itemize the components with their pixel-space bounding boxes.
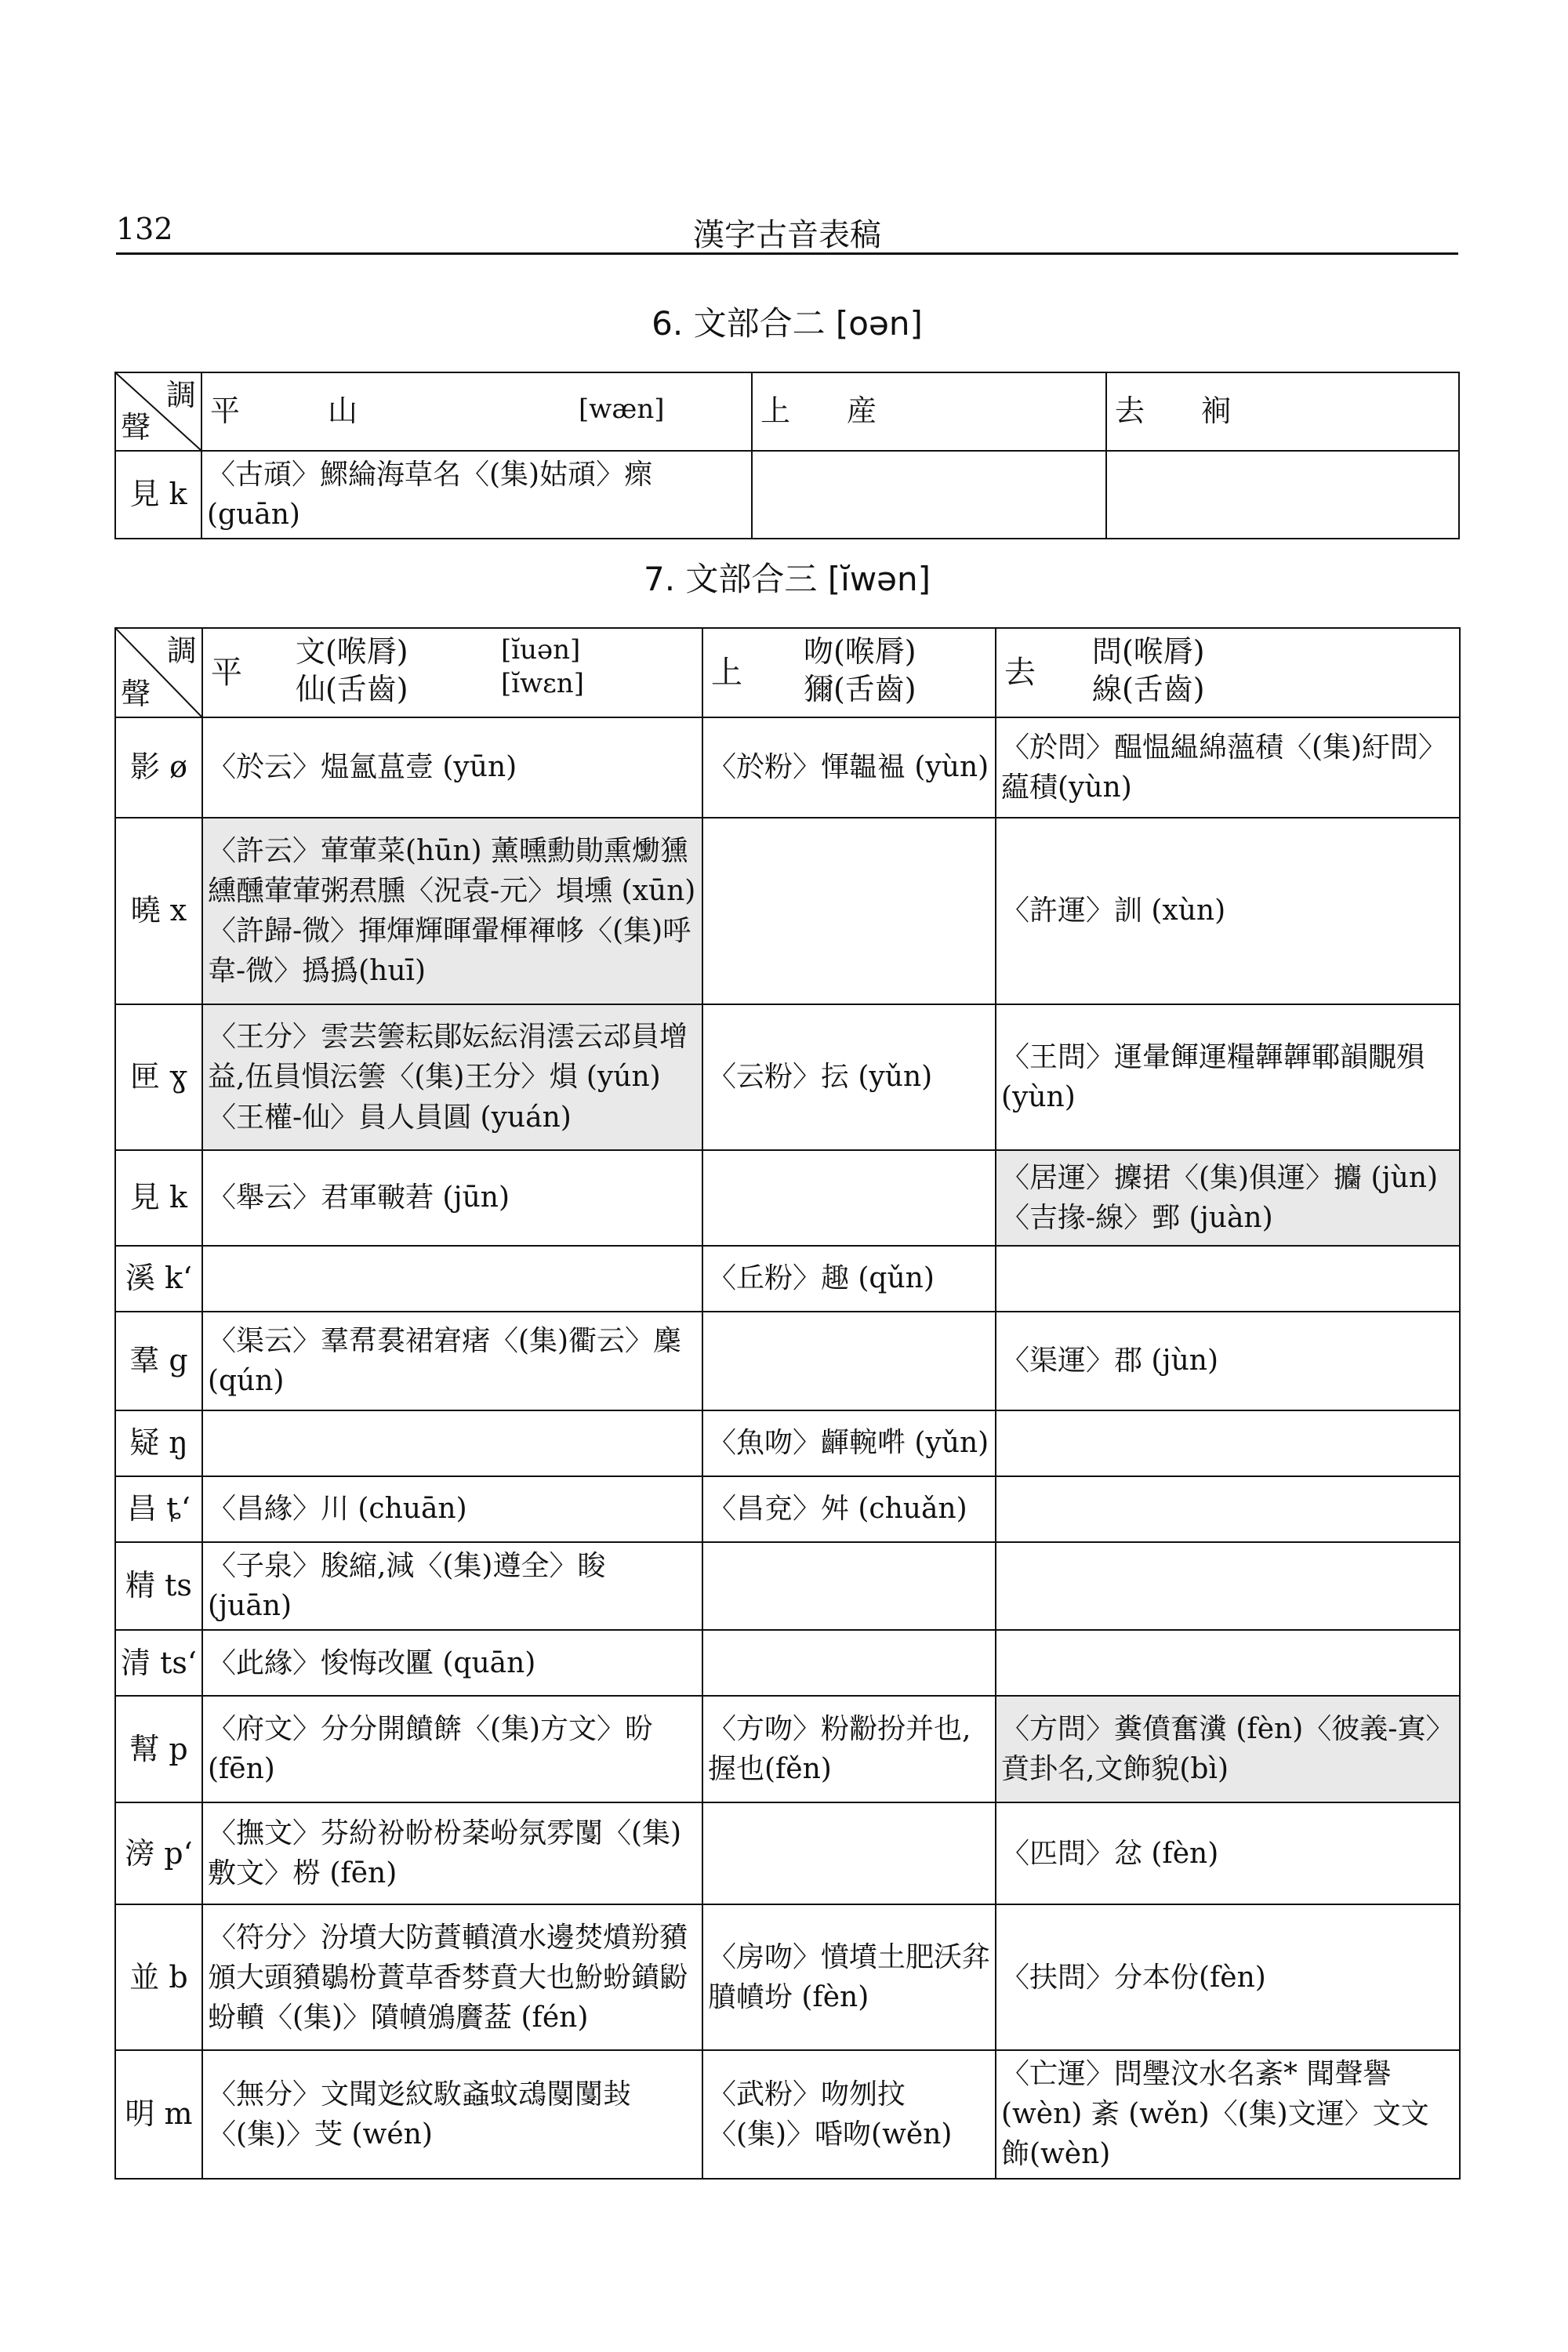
shang-cell: 〈昌兗〉舛 (chuǎn) [702, 1476, 996, 1542]
ping-cell: 〈無分〉文聞彣紋駇螡蚊䲰閺闅㪈〈(集)〉芠 (wén) [202, 2050, 702, 2178]
table-row [115, 1542, 1460, 1630]
qu-cell [996, 1410, 1460, 1476]
ping-cell: 〈昌緣〉川 (chuān) [202, 1476, 702, 1542]
table-row [115, 2050, 1460, 2178]
initial-label: 幫 p [115, 1696, 202, 1802]
corner-initial-label: 聲 [121, 409, 151, 445]
initial-label: 清 ts‘ [115, 1630, 202, 1696]
table-row [115, 1476, 1460, 1542]
ping-cell [202, 1246, 702, 1312]
qu-cell [996, 1246, 1460, 1312]
ping-rhymes [296, 633, 408, 708]
qu-cell: 〈於問〉醖愠緼綿薀積〈(集)紆問〉藴積(yùn) [996, 717, 1460, 818]
ping-cell: 〈王分〉雲芸䉙耘鄖妘紜涓澐云䢵員增益,伍員愪沄䉙〈(集)王分〉熉 (yún)〈王權-仙〉員人員圓 (yuán) [202, 1004, 702, 1150]
initial-label: 明 m [115, 2050, 202, 2178]
ping-tone: 平 [210, 655, 242, 691]
shang-cell: 〈方吻〉粉黺扮并也,握也(fěn) [702, 1696, 996, 1802]
qu-cell [996, 1476, 1460, 1542]
page-number: 132 [116, 212, 173, 246]
qu-cell: 〈亡運〉問璺汶水名紊* 聞聲譽(wèn) 紊 (wěn)〈(集)文運〉文文飾(wèn) [996, 2050, 1460, 2178]
running-title: 漢字古音表稿 [693, 217, 881, 253]
shang-cell: 〈丘粉〉趣 (qǔn) [702, 1246, 996, 1312]
shang-rhyme-1: 吻(喉脣) [803, 634, 916, 669]
ping-ipa [501, 633, 584, 700]
shang-rhyme: 産 [847, 394, 877, 428]
initial-label: 匣 ɣ [115, 1004, 202, 1150]
table-row [115, 1410, 1460, 1476]
table-row [115, 1312, 1460, 1410]
qu-rhyme: 裥 [1201, 394, 1232, 428]
ping-cell: 〈舉云〉君軍皸莙 (jūn) [202, 1150, 702, 1246]
ping-ipa-1: [ĭuən] [500, 634, 581, 666]
initial-label: 見 k [115, 451, 201, 539]
initial-label: 滂 p‘ [115, 1802, 202, 1904]
shang-cell [702, 1630, 996, 1696]
ping-cell: 〈府文〉分分開饙餴〈(集)方文〉昐 (fēn) [202, 1696, 702, 1802]
ping-header [201, 372, 752, 451]
initial-label: 疑 ŋ [115, 1410, 202, 1476]
shang-cell [702, 1542, 996, 1630]
qu-tone: 去 [1115, 394, 1145, 428]
initial-label: 影 ø [115, 717, 202, 818]
table-row [115, 1004, 1460, 1150]
table-row [115, 451, 1459, 539]
qu-header [1106, 372, 1459, 451]
table-row [115, 818, 1460, 1004]
ping-ipa: [wæn] [579, 394, 665, 425]
qu-cell: 〈渠運〉郡 (jùn) [996, 1312, 1460, 1410]
ping-cell: 〈古頑〉鰥綸海草名〈(集)姑頑〉瘝 (guān) [201, 451, 752, 539]
qu-cell [996, 1630, 1460, 1696]
ping-rhyme-2: 仙(舌齒) [295, 671, 408, 706]
qu-cell: 〈許運〉訓 (xùn) [996, 818, 1460, 1004]
shang-tone: 上 [710, 655, 742, 691]
qu-rhymes [1092, 633, 1205, 708]
ping-cell: 〈撫文〉芬紛衯帉枌棻岎氛雰闅〈(集)敷文〉梤 (fēn) [202, 1802, 702, 1904]
table-row [115, 1904, 1460, 2050]
section-7-title: 7. 文部合三 [ĭwən] [643, 560, 931, 598]
ping-cell: 〈渠云〉羣帬裠裙宭瘏〈(集)衢云〉麇 (qún) [202, 1312, 702, 1410]
shang-cell [702, 1312, 996, 1410]
qu-rhyme-2: 線(舌齒) [1091, 671, 1205, 706]
initial-label: 精 ts [115, 1542, 202, 1630]
shang-cell: 〈武粉〉吻刎抆〈(集)〉㖧吻(wěn) [702, 2050, 996, 2178]
initial-label: 曉 x [115, 818, 202, 1004]
ping-cell: 〈此緣〉悛悔改匷 (quān) [202, 1630, 702, 1696]
ping-cell: 〈符分〉汾墳大防蕡轒濆水邊焚燌羒豶頒大頭豶鶡枌蕡草香棼賁大也魵蚡鐼鼢蚡轒〈(集)〉隫幩鳻黂葐 (fén) [202, 1904, 702, 2050]
corner-cell [115, 372, 201, 451]
shang-cell: 〈房吻〉憤墳土肥沃弅膹幩坋 (fèn) [702, 1904, 996, 2050]
ping-cell: 〈於云〉煴氳蒀壹 (yūn) [202, 717, 702, 818]
table-row [115, 1696, 1460, 1802]
table-row [115, 1802, 1460, 1904]
table-row [115, 1150, 1460, 1246]
table-row [115, 1630, 1460, 1696]
ping-cell [202, 1410, 702, 1476]
section-7-table [114, 627, 1461, 2180]
corner-cell [115, 628, 202, 717]
shang-cell [702, 818, 996, 1004]
qu-header [996, 628, 1460, 717]
ping-ipa-2: [ĭwɛn] [500, 667, 584, 699]
shang-tone: 上 [760, 394, 791, 428]
page-header [116, 205, 1458, 255]
initial-label: 羣 g [115, 1312, 202, 1410]
qu-cell: 〈方問〉糞僨奮瀵 (fèn)〈彼義-寘〉賁卦名,文飾貌(bì) [996, 1696, 1460, 1802]
qu-cell: 〈匹問〉忿 (fèn) [996, 1802, 1460, 1904]
qu-cell [1106, 451, 1459, 539]
shang-cell: 〈云粉〉抎 (yǔn) [702, 1004, 996, 1150]
corner-tone-label: 調 [165, 378, 196, 412]
shang-cell: 〈於粉〉惲韞褞 (yùn) [702, 717, 996, 818]
initial-label: 見 k [115, 1150, 202, 1246]
shang-cell: 〈魚吻〉齳䡝𠵮 (yǔn) [702, 1410, 996, 1476]
qu-cell: 〈王問〉運暈餫運糧韗韗鄆韻覵殞 (yùn) [996, 1004, 1460, 1150]
qu-cell: 〈居運〉攈捃〈(集)俱運〉攟 (jùn)〈吉掾-線〉鄄 (juàn) [996, 1150, 1460, 1246]
ping-header [202, 628, 702, 717]
corner-tone-label: 調 [166, 633, 197, 668]
section-6-table [114, 372, 1460, 539]
shang-cell [702, 1802, 996, 1904]
qu-cell: 〈扶問〉分本份(fèn) [996, 1904, 1460, 2050]
section-6-title: 6. 文部合二 [oən] [652, 304, 923, 343]
ping-cell: 〈許云〉葷葷菜(hūn) 薰曛勳勛熏爋獯纁醺葷葷粥焄臐〈況袁-元〉塤壎 (xūn)〈許歸-微〉揮煇輝暉翬楎褌㡅〈(集)呼韋-微〉撝撝(huī) [202, 818, 702, 1004]
initial-label: 溪 k‘ [115, 1246, 202, 1312]
ping-cell: 〈子泉〉朘縮,減〈(集)遵全〉睃 (juān) [202, 1542, 702, 1630]
initial-label: 並 b [115, 1904, 202, 2050]
ping-tone: 平 [210, 394, 241, 428]
shang-rhymes [804, 633, 916, 708]
qu-cell [996, 1542, 1460, 1630]
ping-rhyme-1: 文(喉脣) [295, 634, 408, 669]
initial-label: 昌 ȶ‘ [115, 1476, 202, 1542]
shang-cell [702, 1150, 996, 1246]
shang-cell [752, 451, 1106, 539]
qu-rhyme-1: 問(喉脣) [1091, 634, 1205, 669]
table-row [115, 717, 1460, 818]
qu-tone: 去 [1004, 655, 1036, 691]
table-row [115, 1246, 1460, 1312]
shang-rhyme-2: 獮(舌齒) [803, 671, 916, 706]
ping-rhyme: 山 [328, 394, 358, 428]
shang-header [752, 372, 1106, 451]
table-header-row [115, 372, 1459, 451]
corner-initial-label: 聲 [121, 676, 151, 711]
shang-header [702, 628, 996, 717]
table-header-row [115, 628, 1460, 717]
